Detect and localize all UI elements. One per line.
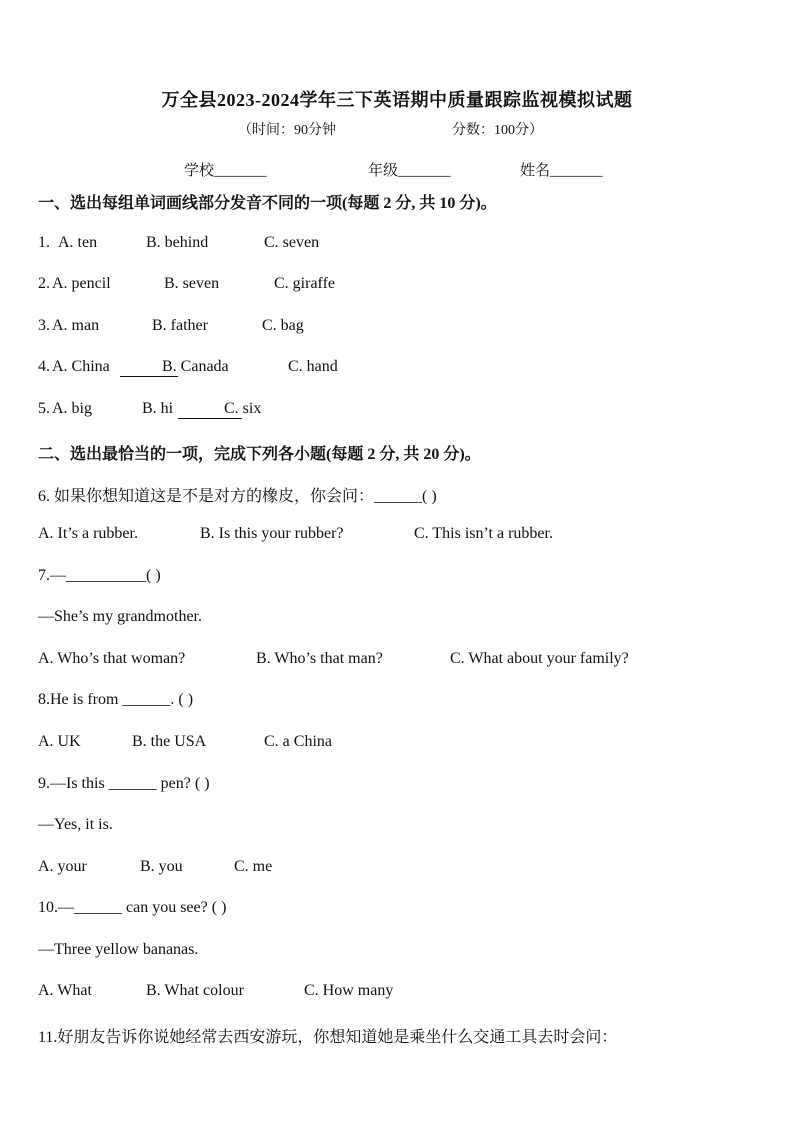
q5-option-c: C. six (224, 400, 262, 417)
q5-option-b: B. hi (142, 400, 174, 417)
q7-option-c: C. What about your family? (450, 650, 629, 667)
q3-option-a: A. man (52, 317, 100, 334)
q8-option-c: C. a China (264, 733, 332, 750)
q6-option-a: A. It’s a rubber. (38, 525, 138, 542)
q8-option-a: A. UK (38, 733, 81, 750)
q9-reply: —Yes, it is. (38, 816, 113, 833)
q3-number: 3. (38, 317, 50, 334)
q11-stem: 11.好朋友告诉你说她经常去西安游玩，你想知道她是乘坐什么交通工具去时会问： (38, 1029, 618, 1046)
q9-option-b: B. you (140, 858, 183, 875)
q10-option-c: C. How many (304, 982, 394, 999)
section-1-heading: 一、选出每组单词画线部分发音不同的一项(每题 2 分, 共 10 分)。 (38, 195, 497, 212)
school-field: 学校_______ (184, 163, 267, 179)
q2-option-b: B. seven (164, 275, 220, 292)
q10-stem: 10.—______ can you see? ( ) (38, 899, 227, 916)
q10-option-b: B. What colour (146, 982, 244, 999)
q2-number: 2. (38, 275, 50, 292)
name-field: 姓名_______ (520, 163, 603, 179)
q4-number: 4. (38, 358, 50, 375)
q4-option-c: C. hand (288, 358, 338, 375)
q8-option-b: B. the USA (132, 733, 207, 750)
exam-score: 分数：100分） (452, 123, 543, 138)
q10-reply: —Three yellow bananas. (38, 941, 199, 958)
section-2-heading: 二、选出最恰当的一项，完成下列各小题(每题 2 分, 共 20 分)。 (38, 446, 481, 463)
q1-option-a: A. ten (58, 234, 98, 251)
q4-option-b: B. Canada (162, 358, 229, 375)
q10-option-a: A. What (38, 982, 92, 999)
q5-number: 5. (38, 400, 50, 417)
q3-option-b: B. father (152, 317, 208, 334)
q4-option-a: A. China (52, 358, 110, 375)
q9-option-a: A. your (38, 858, 87, 875)
q1-number: 1. (38, 234, 50, 251)
q6-option-c: C. This isn’t a rubber. (414, 525, 553, 542)
q9-option-c: C. me (234, 858, 273, 875)
q6-option-b: B. Is this your rubber? (200, 525, 344, 542)
q9-stem: 9.—Is this ______ pen? ( ) (38, 775, 210, 792)
q5-option-a: A. big (52, 400, 92, 417)
grade-field: 年级_______ (368, 163, 451, 179)
page-title: 万全县2023-2024学年三下英语期中质量跟踪监视模拟试题 (161, 90, 633, 110)
q3-option-c: C. bag (262, 317, 304, 334)
q2-option-c: C. giraffe (274, 275, 336, 292)
q6-stem: 6. 如果你想知道这是不是对方的橡皮，你会问：______( ) (38, 488, 437, 505)
q7-stem: 7.—__________( ) (38, 567, 161, 584)
exam-time: （时间：90分钟 (238, 123, 336, 138)
q7-option-a: A. Who’s that woman? (38, 650, 186, 667)
q8-stem: 8.He is from ______. ( ) (38, 691, 194, 708)
q1-option-b: B. behind (146, 234, 209, 251)
q7-option-b: B. Who’s that man? (256, 650, 383, 667)
q1-option-c: C. seven (264, 234, 320, 251)
q7-reply: —She’s my grandmother. (38, 608, 202, 625)
q2-option-a: A. pencil (52, 275, 111, 292)
